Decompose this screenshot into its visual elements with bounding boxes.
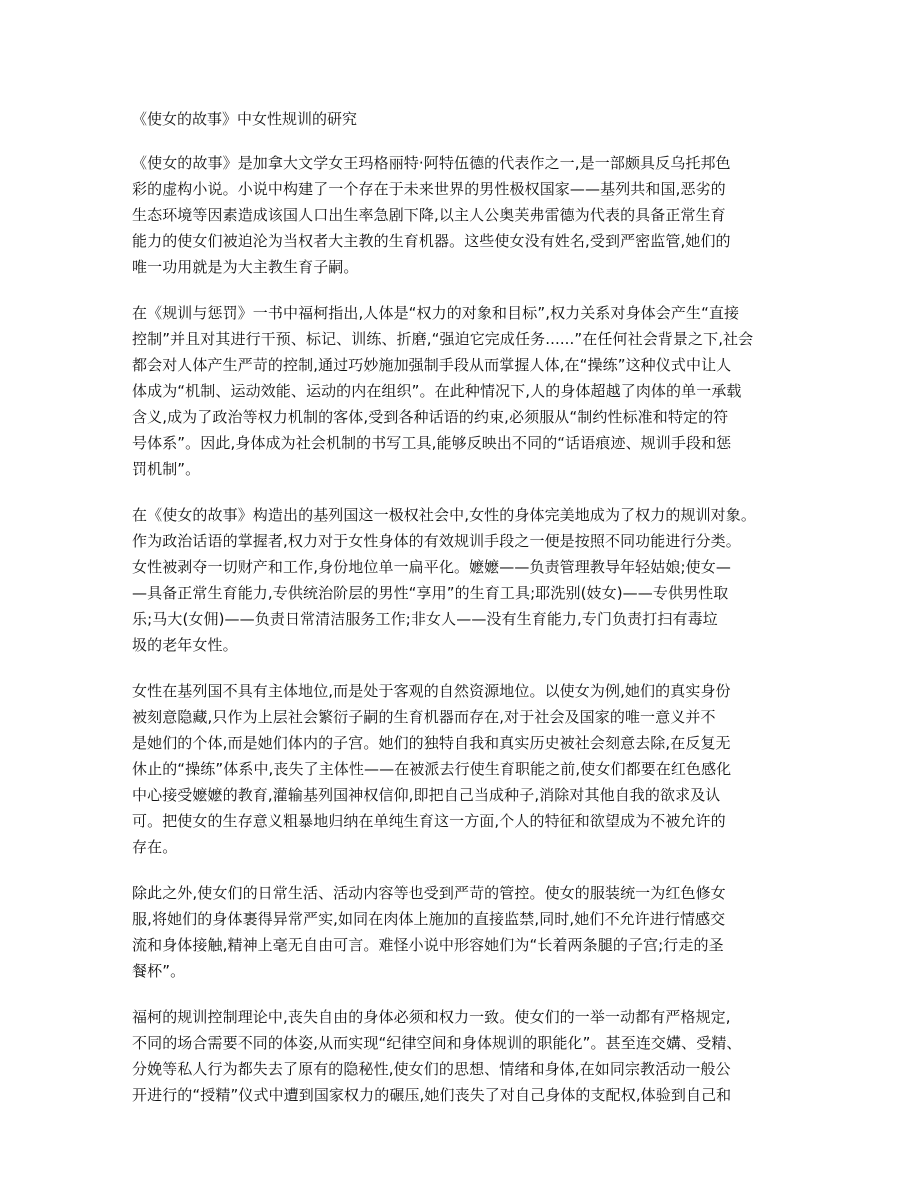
text-line: 在《规训与惩罚》一书中福柯指出,人体是“权力的对象和目标”,权力关系对身体会产生“直接: [132, 304, 740, 322]
text-line: 是她们的个体,而是她们体内的子宫。她们的独特自我和真实历史被社会刻意去除,在反复无: [132, 734, 731, 752]
text-line: 控制”并且对其进行干预、标记、训练、折磨,“强迫它完成任务......”在任何社会背景之下,社会: [132, 330, 754, 348]
paragraph-classification: [132, 502, 792, 658]
text-line: 能力的使女们被迫沦为当权者大主教的生育机器。这些使女没有姓名,受到严密监管,她们的: [132, 232, 731, 250]
text-line: 中心接受嬷嬷的教育,灌输基列国神权信仰,即把自己当成种子,消除对其他自我的欲求及认: [132, 786, 721, 804]
text-line: 号体系”。因此,身体成为社会机制的书写工具,能够反映出不同的“话语痕迹、规训手段和惩: [132, 434, 732, 452]
text-line: 存在。: [132, 838, 178, 856]
text-line: 都会对人体产生严苛的控制,通过巧妙施加强制手段从而掌握人体,在“操练”这种仪式中让人: [132, 356, 732, 374]
text-line: 服,将她们的身体裹得异常严实,如同在肉体上施加的直接监禁,同时,她们不允许进行情感交: [132, 910, 726, 928]
text-line: 唯一功用就是为大主教生育子嗣。: [132, 258, 359, 276]
text-line: 流和身体接触,精神上毫无自由可言。难怪小说中形容她们为“长着两条腿的子宫;行走的圣: [132, 936, 724, 954]
paragraph-daily-control: [132, 880, 792, 984]
text-line: 可。把使女的生存意义粗暴地归纳在单纯生育这一方面,个人的特征和欲望成为不被允许的: [132, 812, 726, 830]
text-line: 含义,成为了政治等权力机制的客体,受到各种话语的约束,必须服从“制约性标准和特定的符: [132, 408, 729, 426]
paragraph-foucault: [132, 300, 792, 482]
text-line: 罚机制”。: [132, 460, 201, 478]
text-line: 《使女的故事》是加拿大文学女王玛格丽特·阿特伍德的代表作之一,是一部颇具反乌托邦色: [132, 154, 731, 172]
text-line: 乐;马大(女佣)——负责日常清洁服务工作;非女人——没有生育能力,专门负责打扫有毒垃: [132, 610, 718, 628]
text-line: 作为政治话语的掌握者,权力对于女性身体的有效规训手段之一便是按照不同功能进行分类。: [132, 532, 741, 550]
text-line: 女性被剥夺一切财产和工作,身份地位单一扁平化。嬷嬷——负责管理教导年轻姑娘;使女—: [132, 558, 731, 576]
text-line: 生态环境等因素造成该国人口出生率急剧下降,以主人公奥芙弗雷德为代表的具备正常生育: [132, 206, 726, 224]
text-line: 被刻意隐藏,只作为上层社会繁衍子嗣的生育机器而存在,对于社会及国家的唯一意义并不: [132, 708, 716, 726]
document-page: [132, 108, 792, 1128]
text-line: 不同的场合需要不同的体姿,从而实现“纪律空间和身体规训的职能化”。甚至连交媾、受精、: [132, 1034, 742, 1052]
text-line: 体成为“机制、运动效能、运动的内在组织”。在此种情况下,人的身体超越了肉体的单一承载: [132, 382, 742, 400]
paragraph-subjectivity: [132, 678, 792, 860]
text-line: 彩的虚构小说。小说中构建了一个存在于未来世界的男性极权国家——基列共和国,恶劣的: [132, 180, 726, 198]
text-line: 女性在基列国不具有主体地位,而是处于客观的自然资源地位。以使女为例,她们的真实身份: [132, 682, 731, 700]
document-title: 《使女的故事》中女性规训的研究: [132, 110, 358, 128]
text-line: 福柯的规训控制理论中,丧失自由的身体必须和权力一致。使女们的一举一动都有严格规定,: [132, 1008, 731, 1026]
text-line: 餐杯”。: [132, 962, 186, 980]
text-line: 圾的老年女性。: [132, 636, 238, 654]
text-line: 开进行的“授精”仪式中遭到国家权力的碾压,她们丧失了对自己身体的支配权,体验到自己和: [132, 1086, 732, 1104]
text-line: —具备正常生育能力,专供统治阶层的男性“享用”的生育工具;耶洗别(妓女)——专供男性取: [132, 584, 729, 602]
paragraph-discipline-theory: [132, 1004, 792, 1108]
text-line: 分娩等私人行为都失去了原有的隐秘性,使女们的思想、情绪和身体,在如同宗教活动一般公: [132, 1060, 731, 1078]
text-line: 在《使女的故事》构造出的基列国这一极权社会中,女性的身体完美地成为了权力的规训对象。: [132, 506, 756, 524]
text-line: 除此之外,使女们的日常生活、活动内容等也受到严苛的管控。使女的服装统一为红色修女: [132, 884, 726, 902]
text-line: 休止的“操练”体系中,丧失了主体性——在被派去行使生育职能之前,使女们都要在红色感化: [132, 760, 732, 778]
paragraph-intro: [132, 150, 792, 280]
